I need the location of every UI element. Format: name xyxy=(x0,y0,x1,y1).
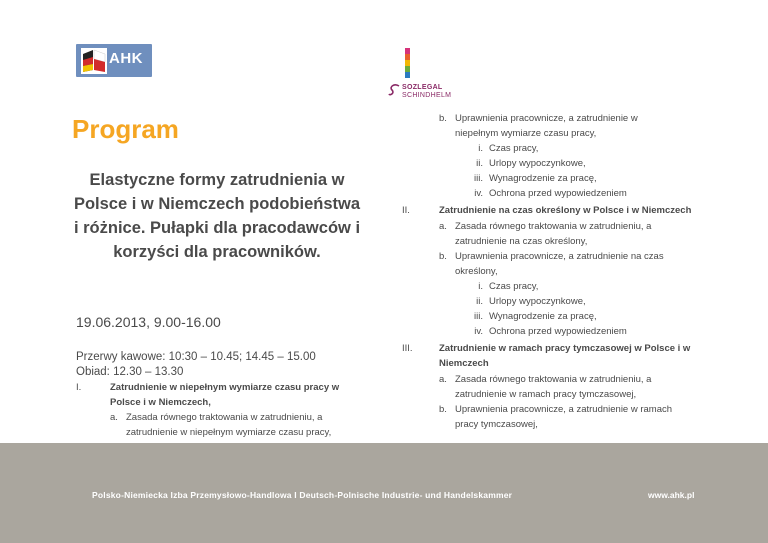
section-ii-sub-label: i. xyxy=(478,281,483,292)
section-ii-sub-text: Czas pracy, xyxy=(489,281,539,292)
ahk-logo xyxy=(76,44,152,77)
section-iii-title-line1: Zatrudnienie w ramach pracy tymczasowej w Polsce i w xyxy=(439,343,691,354)
section-i-sub-text: Czas pracy, xyxy=(489,143,539,154)
sozlegal-logo xyxy=(384,48,460,100)
ahk-logo-text: AHK xyxy=(109,50,143,67)
footer-website-link[interactable]: www.ahk.pl xyxy=(648,490,695,500)
section-ii-sub-text: Urlopy wypoczynkowe, xyxy=(489,296,586,307)
section-iii-b-line2: pracy tymczasowej, xyxy=(455,419,538,430)
section-ii-a-label: a. xyxy=(439,221,447,232)
breaks-schedule: Przerwy kawowe: 10:30 – 10.45; 14.45 – 15.00 xyxy=(76,351,316,363)
section-iii-title-line2: Niemczech xyxy=(439,358,489,369)
section-iii-b-label: b. xyxy=(439,404,447,415)
section-i-a-label: a. xyxy=(110,412,118,423)
section-i-title-line2: Polsce i w Niemczech, xyxy=(110,397,211,408)
section-i-a-line1: Zasada równego traktowania w zatrudnieniu, a xyxy=(126,412,323,423)
section-i-sub-text: Ochrona przed wypowiedzeniem xyxy=(489,188,627,199)
program-title: Program xyxy=(72,114,179,144)
section-iii-b-line1: Uprawnienia pracownicze, a zatrudnienie w ramach xyxy=(455,404,673,415)
section-i-number: I. xyxy=(76,382,82,393)
section-ii-a-line2: zatrudnienie na czas określony, xyxy=(455,236,588,247)
lunch-schedule: Obiad: 12.30 – 13.30 xyxy=(76,366,184,378)
section-ii-sub-text: Ochrona przed wypowiedzeniem xyxy=(489,326,627,337)
section-i-sub-label: ii. xyxy=(476,158,483,169)
section-ii-sub-label: ii. xyxy=(476,296,483,307)
section-i-b-line2: niepełnym wymiarze czasu pracy, xyxy=(455,128,597,139)
section-ii-a-line1: Zasada równego traktowania w zatrudnieniu, a xyxy=(455,221,652,232)
section-iii-a-label: a. xyxy=(439,374,447,385)
sozlegal-logo-text: SOZLEGAL xyxy=(402,84,443,91)
ahk-flag-icon xyxy=(81,48,107,74)
footer-chamber-name: Polsko-Niemiecka Izba Przemysłowo-Handlowa I Deutsch-Polnische Industrie- und Handelskammer xyxy=(92,490,513,500)
section-ii-b-line2: określony, xyxy=(455,266,498,277)
section-i-sub-label: i. xyxy=(478,143,483,154)
date-line: 19.06.2013, 9.00-16.00 xyxy=(76,314,221,330)
sozlegal-color-bar-icon xyxy=(405,48,410,78)
section-i-title-line1: Zatrudnienie w niepełnym wymiarze czasu pracy w xyxy=(110,382,340,393)
section-i-a-line2: zatrudnienie w niepełnym wymiarze czasu pracy, xyxy=(126,427,332,438)
schindhelm-logo-text: SCHINDHELM xyxy=(402,92,452,99)
section-ii-sub-text: Wynagrodzenie za pracę, xyxy=(489,311,597,322)
section-iii-a-line2: zatrudnienie w ramach pracy tymczasowej, xyxy=(455,389,637,400)
section-i-b-line1: Uprawnienia pracownicze, a zatrudnienie w xyxy=(455,113,638,124)
section-ii-b-label: b. xyxy=(439,251,447,262)
section-ii-b-line1: Uprawnienia pracownicze, a zatrudnienie na czas xyxy=(455,251,664,262)
section-i-sub-text: Urlopy wypoczynkowe, xyxy=(489,158,586,169)
section-ii-title: Zatrudnienie na czas określony w Polsce i w Niemczech xyxy=(439,205,692,216)
section-ii-sub-label: iii. xyxy=(474,311,483,322)
section-i-b-label: b. xyxy=(439,113,447,124)
section-i-sub-text: Wynagrodzenie za pracę, xyxy=(489,173,597,184)
section-iii-a-line1: Zasada równego traktowania w zatrudnieniu, a xyxy=(455,374,652,385)
section-ii-number: II. xyxy=(402,205,410,216)
sozlegal-swirl-icon xyxy=(388,83,402,97)
main-title: Elastyczne formy zatrudnienia w Polsce i w Niemczech podobieństwa i różnice. Pułapki dla pracodawców i korzyści dla pracowników. xyxy=(73,171,361,261)
footer-bar xyxy=(0,443,768,543)
section-ii-sub-label: iv. xyxy=(474,326,483,337)
section-i-sub-label: iv. xyxy=(474,188,483,199)
section-i-sub-label: iii. xyxy=(474,173,483,184)
section-iii-number: III. xyxy=(402,343,413,354)
